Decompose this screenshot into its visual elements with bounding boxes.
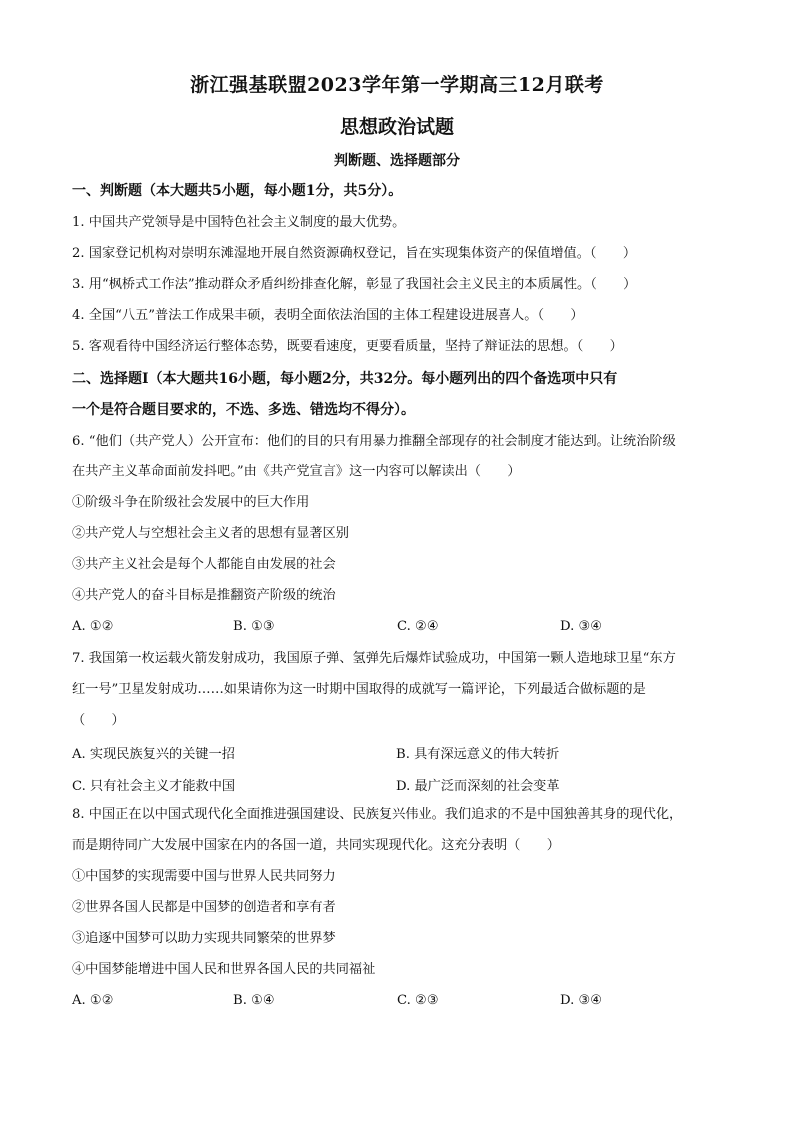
q7-stem-line2: 红一号”卫星发射成功……如果请你为这一时期中国取得的成就写一篇评论，下列最适合做标题的是 xyxy=(72,682,646,697)
section2-heading-line2: 一个是符合题目要求的，不选、多选、错选均不得分）。 xyxy=(72,402,415,418)
q8-stem-line2: 而是期待同广大发展中国家在内的各国一道，共同实现现代化。这充分表明（ ） xyxy=(72,838,560,853)
q6-statement-4: ④共产党人的奋斗目标是推翻资产阶级的统治 xyxy=(72,588,336,603)
judge-item-1: 1. 中国共产党领导是中国特色社会主义制度的最大优势。 xyxy=(72,215,406,230)
q6-stem-line2: 在共产主义革命面前发抖吧。”由《共产党宣言》这一内容可以解读出（ ） xyxy=(72,464,521,479)
q8-option-a[interactable]: A. ①② xyxy=(72,993,114,1008)
q6-option-b[interactable]: B. ①③ xyxy=(233,619,275,634)
judge-item-4: 4. 全国“八五”普法工作成果丰硕，表明全面依法治国的主体工程建设进展喜人。（ ） xyxy=(72,308,584,323)
q6-statement-3: ③共产主义社会是每个人都能自由发展的社会 xyxy=(72,557,336,572)
q6-statement-1: ①阶级斗争在阶级社会发展中的巨大作用 xyxy=(72,495,310,510)
subject-title: 思想政治试题 xyxy=(339,116,454,138)
q8-statement-2: ②世界各国人民都是中国梦的创造者和享有者 xyxy=(72,900,336,915)
q8-option-b[interactable]: B. ①④ xyxy=(233,993,275,1008)
q7-option-d[interactable]: D. 最广泛而深刻的社会变革 xyxy=(396,779,560,794)
q7-option-a[interactable]: A. 实现民族复兴的关键一招 xyxy=(72,747,235,762)
q6-option-a[interactable]: A. ①② xyxy=(72,619,114,634)
q7-option-b[interactable]: B. 具有深远意义的伟大转折 xyxy=(396,747,560,762)
q6-options xyxy=(72,619,732,637)
q8-option-c[interactable]: C. ②③ xyxy=(397,993,439,1008)
q8-statement-1: ①中国梦的实现需要中国与世界人民共同努力 xyxy=(72,869,336,884)
q8-statement-4: ④中国梦能增进中国人民和世界各国人民的共同福祉 xyxy=(72,962,376,977)
part-title: 判断题、选择题部分 xyxy=(334,153,460,169)
q8-statement-3: ③追逐中国梦可以助力实现共同繁荣的世界梦 xyxy=(72,931,336,946)
section1-heading: 一、判断题（本大题共5小题，每小题1分，共5分）。 xyxy=(72,183,403,199)
q8-stem-line1: 8. 中国正在以中国式现代化全面推进强国建设、民族复兴伟业。我们追求的不是中国独善其身的现代化， xyxy=(72,807,683,822)
q6-stem-line1: 6. “他们（共产党人）公开宣布：他们的目的只有用暴力推翻全部现存的社会制度才能达到。让统治阶级 xyxy=(72,434,676,449)
q8-options xyxy=(72,993,732,1011)
judge-item-3: 3. 用“枫桥式工作法”推动群众矛盾纠纷排查化解，彰显了我国社会主义民主的本质属性。（ ） xyxy=(72,277,637,292)
q7-stem-line1: 7. 我国第一枚运载火箭发射成功，我国原子弹、氢弹先后爆炸试验成功，中国第一颗人造地球卫星“东方 xyxy=(72,651,676,666)
q6-statement-2: ②共产党人与空想社会主义者的思想有显著区别 xyxy=(72,526,349,541)
q6-option-d[interactable]: D. ③④ xyxy=(560,619,603,634)
exam-title: 浙江强基联盟2023学年第一学期高三12月联考 xyxy=(190,74,604,96)
q8-option-d[interactable]: D. ③④ xyxy=(560,993,603,1008)
judge-item-2: 2. 国家登记机构对崇明东滩湿地开展自然资源确权登记，旨在实现集体资产的保值增值。（ ） xyxy=(72,246,637,261)
judge-item-5: 5. 客观看待中国经济运行整体态势，既要看速度，更要看质量，坚持了辩证法的思想。（ ） xyxy=(72,339,623,354)
q7-option-c[interactable]: C. 只有社会主义才能救中国 xyxy=(72,779,236,794)
q7-stem-line3: （ ） xyxy=(72,713,125,728)
section2-heading-line1: 二、选择题Ⅰ（本大题共16小题，每小题2分，共32分。每小题列出的四个备选项中只有 xyxy=(72,371,618,387)
q6-option-c[interactable]: C. ②④ xyxy=(397,619,439,634)
